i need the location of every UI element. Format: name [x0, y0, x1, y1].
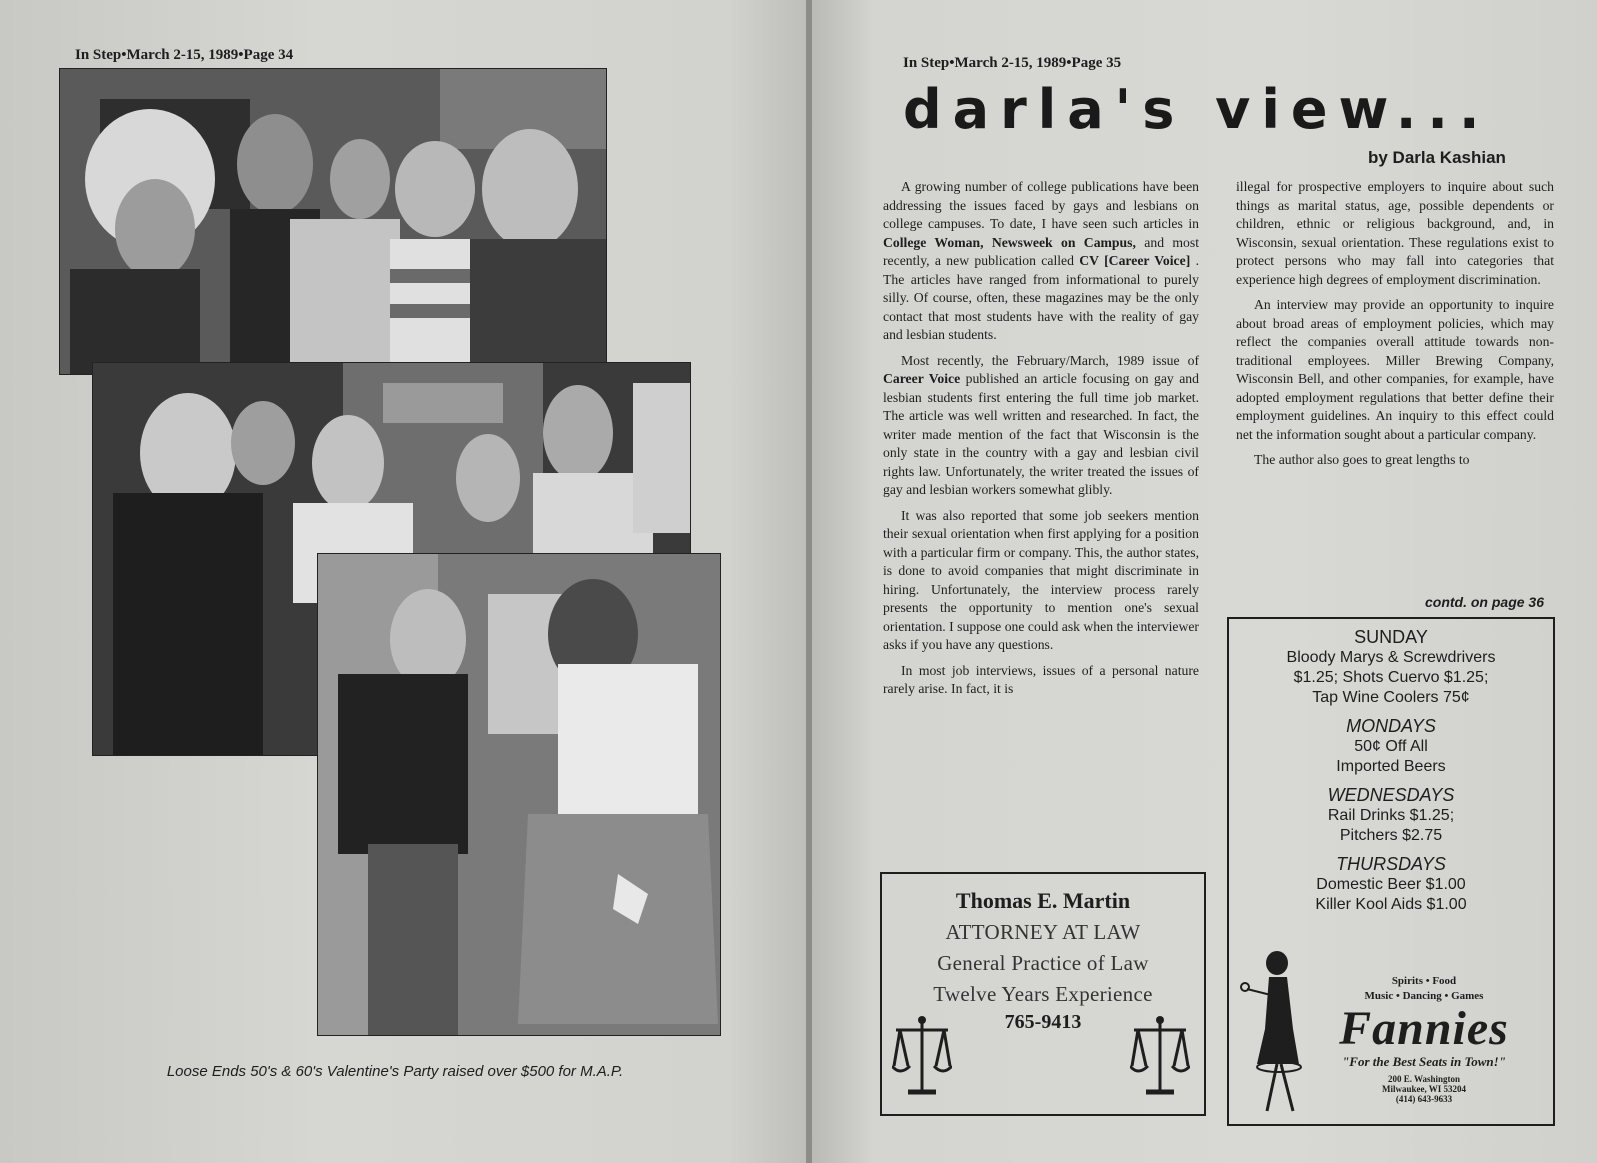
special-line: Imported Beers	[1336, 758, 1446, 775]
photo-caption: Loose Ends 50's & 60's Valentine's Party raised over $500 for M.A.P.	[166, 1063, 624, 1080]
special-line: Tap Wine Coolers 75¢	[1312, 689, 1470, 706]
attorney-phone: 765-9413	[1004, 1011, 1082, 1033]
article-paragraph: The author also goes to great lengths to	[1254, 452, 1470, 467]
article-paragraph: In most job interviews, issues of a personal nature rarely arise. In fact, it is	[883, 662, 1199, 696]
fannies-slogan: "For the Best Seats in Town!"	[1342, 1054, 1506, 1069]
article-headline: darla's view...	[903, 78, 1491, 141]
fannies-bar-ad	[1227, 617, 1555, 1126]
attorney-practice: General Practice of Law	[937, 951, 1149, 975]
article-paragraph: illegal for prospective employers to inquire about such things as marital status, age, possible dependents or children, ethnic or religious background, and, in Wisconsin, sexual orientation. These regulations exist to protect persons who may fall into categories that experience high degrees of employment discrimination.	[1236, 179, 1554, 287]
continued-notice: contd. on page 36	[1424, 594, 1544, 610]
special-line: Domestic Beer $1.00	[1316, 876, 1466, 893]
fannies-address: Milwaukee, WI 53204	[1381, 1084, 1467, 1094]
page-folio-right: In Step•March 2-15, 1989•Page 35	[903, 55, 1122, 71]
special-line: $1.25; Shots Cuervo $1.25;	[1293, 669, 1489, 686]
fannies-tagline: Music • Dancing • Games	[1364, 990, 1484, 1002]
article-paragraph: An interview may provide an opportunity to inquire about broad areas of employment policies, which may reflect the companies overall attitude towards non-traditional employees. Miller Brewing Company, Wisconsin Bell, and other companies, for example, have adopted employment regulations that better define their employment guidelines. An inquiry to this effect could net the information sought about a particular company.	[1236, 297, 1554, 442]
attorney-name: Thomas E. Martin	[955, 888, 1131, 913]
article-byline: by Darla Kashian	[1368, 148, 1506, 167]
scales-of-justice-icon	[1130, 1014, 1190, 1098]
attorney-experience: Twelve Years Experience	[933, 982, 1153, 1006]
special-line: Killer Kool Aids $1.00	[1315, 896, 1467, 913]
special-line: 50¢ Off All	[1354, 738, 1428, 755]
article-paragraph: It was also reported that some job seekers mention their sexual orientation when first applying for a position with a particular firm or company. This, the author states, is done to avoid companies that might discriminate in hiring. Unfortunately, the interview process rarely presents the opportunity to mention one's sexual orientation. I suppose one could ask when the interviewer asks if you have any questions.	[883, 507, 1199, 652]
fannies-address: 200 E. Washington	[1387, 1074, 1461, 1084]
day-heading-thursdays: THURSDAYS	[1336, 854, 1446, 874]
article-paragraph: A growing number of college publications have been addressing the issues faced by gays and lesbians on college campuses. To date, I have seen such articles in College Woman, Newsweek on Campus, and most recently, a new publication called CV [Career Voice] . The articles have ranged from informational to purely silly. Of course, often, these magazines may be the only contact that most students have with the reality of gay and lesbian students.	[883, 179, 1200, 342]
day-heading-wednesdays: WEDNESDAYS	[1327, 785, 1455, 805]
attorney-title: ATTORNEY AT LAW	[945, 920, 1141, 944]
fannies-phone: (414) 643-9633	[1395, 1094, 1453, 1104]
party-photo-group-men	[59, 68, 607, 375]
article-paragraph: Most recently, the February/March, 1989 issue of Career Voice published an article focusing on gay and lesbian students first entering the full time job market. The article was well written and researched. In fact, the writer made mention of the fact that Wisconsin is the only state in the country with a gay and lesbian civil rights law. Unfortunately, the writer treated the issues of gay and lesbian workers somewhat glibly.	[883, 352, 1199, 497]
special-line: Rail Drinks $1.25;	[1327, 807, 1455, 824]
scales-of-justice-icon	[892, 1014, 952, 1098]
special-line: Pitchers $2.75	[1339, 827, 1443, 844]
day-heading-mondays: MONDAYS	[1346, 716, 1436, 736]
party-photo-dancers	[317, 553, 721, 1036]
day-heading-sunday: SUNDAY	[1354, 627, 1428, 647]
special-line: Bloody Marys & Screwdrivers	[1286, 649, 1496, 666]
woman-on-stool-icon	[1237, 949, 1309, 1119]
attorney-ad	[880, 872, 1206, 1116]
fannies-tagline: Spirits • Food	[1391, 975, 1457, 987]
fannies-logo	[1309, 974, 1539, 1114]
page-folio-left: In Step•March 2-15, 1989•Page 34	[75, 47, 294, 63]
fannies-name: Fannies	[1339, 1002, 1509, 1055]
article-column-1	[883, 178, 1199, 706]
article-column-2	[1236, 178, 1554, 477]
